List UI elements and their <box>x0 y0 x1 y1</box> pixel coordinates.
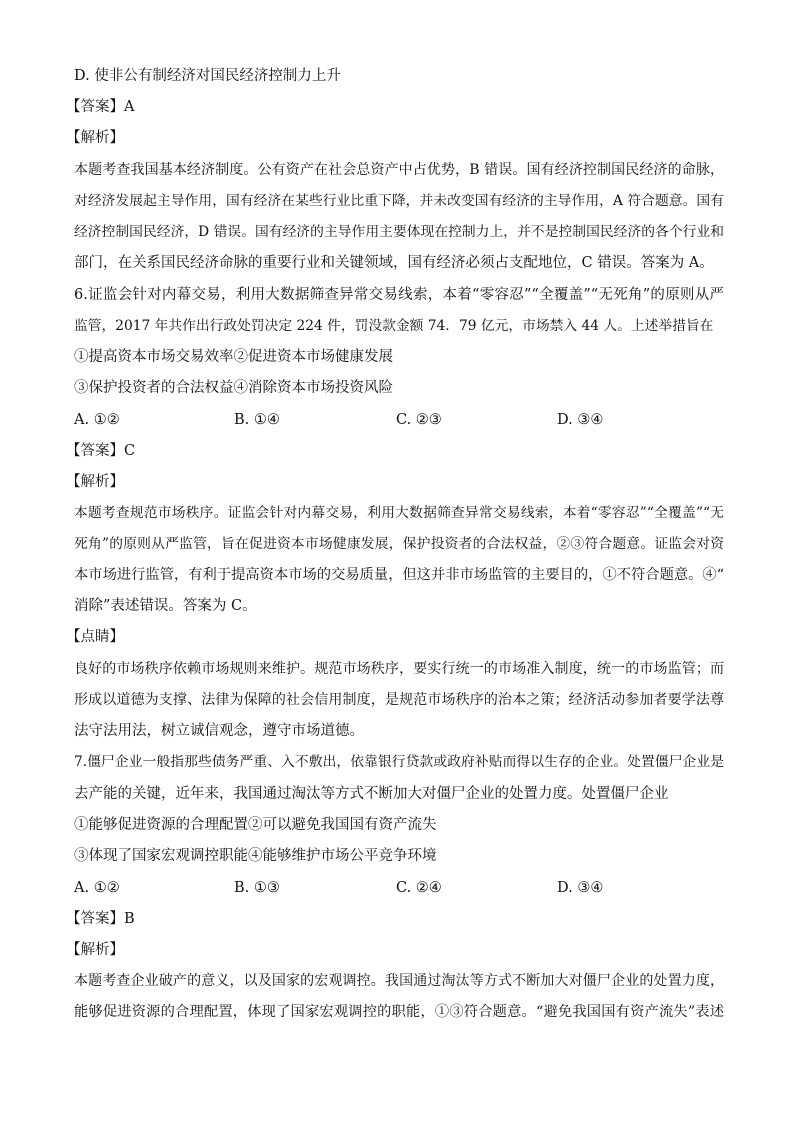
option-c: C. ②③ <box>396 412 442 428</box>
analysis-text-q5: 部门，在关系国民经济命脉的重要行业和关键领域，国有经济必须占支配地位，C 错误。答案为 A。 <box>74 255 714 271</box>
analysis-text-q6: 本题考查规范市场秩序。证监会针对内幕交易，利用大数据筛查异常交易线索，本着“零容忍”“全覆盖”“无 <box>74 505 724 521</box>
answer-label-q5: 【答案】A <box>66 99 135 115</box>
analysis-text-q6: 死角”的原则从严监管，旨在促进资本市场健康发展，保护投资者的合法权益，②③符合题意。证监会对资 <box>74 536 724 552</box>
tip-text-q6: 形成以道德为支撑、法律为保障的社会信用制度，是规范市场秩序的治本之策；经济活动参加者要学法尊 <box>74 692 724 708</box>
tip-text-q6: 良好的市场秩序依赖市场规则来维护。规范市场秩序，要实行统一的市场准入制度，统一的市场监管；而 <box>74 661 724 677</box>
analysis-text-q7: 本题考查企业破产的意义，以及国家的宏观调控。我国通过淘汰等方式不断加大对僵尸企业的处置力度， <box>74 973 724 989</box>
option-b: B. ①④ <box>234 412 280 428</box>
option-a: A. ①② <box>74 880 120 896</box>
analysis-text-q6: 本市场进行监管，有利于提高资本市场的交易质量，但这并非市场监管的主要目的，①不符合题意。④“ <box>74 567 724 583</box>
question-6-statements: ①提高资本市场交易效率②促进资本市场健康发展 <box>74 349 393 365</box>
option-d-q5: D. 使非公有制经济对国民经济控制力上升 <box>74 68 341 84</box>
analysis-text-q5: 经济控制国民经济，D 错误。国有经济的主导作用主要体现在控制力上，并不是控制国民经济的各个行业和 <box>74 224 724 240</box>
analysis-text-q7: 能够促进资源的合理配置，体现了国家宏观调控的职能，①③符合题意。“避免我国国有资产流失”表述 <box>74 1004 724 1020</box>
question-7-statements: ①能够促进资源的合理配置②可以避免我国国有资产流失 <box>74 817 437 833</box>
question-6-options <box>74 410 724 430</box>
question-6-text: 6.证监会针对内幕交易，利用大数据筛查异常交易线索，本着“零容忍”“全覆盖”“无死角”的原则从严 <box>74 287 724 303</box>
question-6-statements: ③保护投资者的合法权益④消除资本市场投资风险 <box>74 380 393 396</box>
tip-label-q6: 【点睛】 <box>66 629 124 645</box>
question-7-statements: ③体现了国家宏观调控职能④能够维护市场公平竞争环境 <box>74 848 437 864</box>
question-7-text: 去产能的关键，近年来，我国通过淘汰等方式不断加大对僵尸企业的处置力度。处置僵尸企业 <box>74 786 669 802</box>
question-6-text: 监管，2017 年共作出行政处罚决定 224 件，罚没款金额 74．79 亿元，市场禁入 44 人。上述举措旨在 <box>74 318 714 334</box>
question-7-text: 7.僵尸企业一般指那些债务严重、入不敷出，依靠银行贷款或政府补贴而得以生存的企业。处置僵尸企业是 <box>74 754 724 770</box>
analysis-text-q5: 对经济发展起主导作用，国有经济在某些行业比重下降，并未改变国有经济的主导作用，A 符合题意。国有 <box>74 193 724 209</box>
question-7-options <box>74 878 724 898</box>
analysis-text-q6: 消除”表述错误。答案为 C。 <box>74 598 257 614</box>
answer-label-q7: 【答案】B <box>66 911 135 927</box>
option-d: D. ③④ <box>557 412 604 428</box>
option-a: A. ①② <box>74 412 120 428</box>
analysis-label-q7: 【解析】 <box>66 942 124 958</box>
analysis-text-q5: 本题考查我国基本经济制度。公有资产在社会总资产中占优势，B 错误。国有经济控制国民经济的命脉， <box>74 162 724 178</box>
answer-label-q6: 【答案】C <box>66 443 136 459</box>
option-b: B. ①③ <box>234 880 280 896</box>
option-d: D. ③④ <box>557 880 604 896</box>
analysis-label-q6: 【解析】 <box>66 474 124 490</box>
analysis-label-q5: 【解析】 <box>66 130 124 146</box>
tip-text-q6: 法守法用法，树立诚信观念，遵守市场道德。 <box>74 723 364 739</box>
option-c: C. ②④ <box>396 880 442 896</box>
